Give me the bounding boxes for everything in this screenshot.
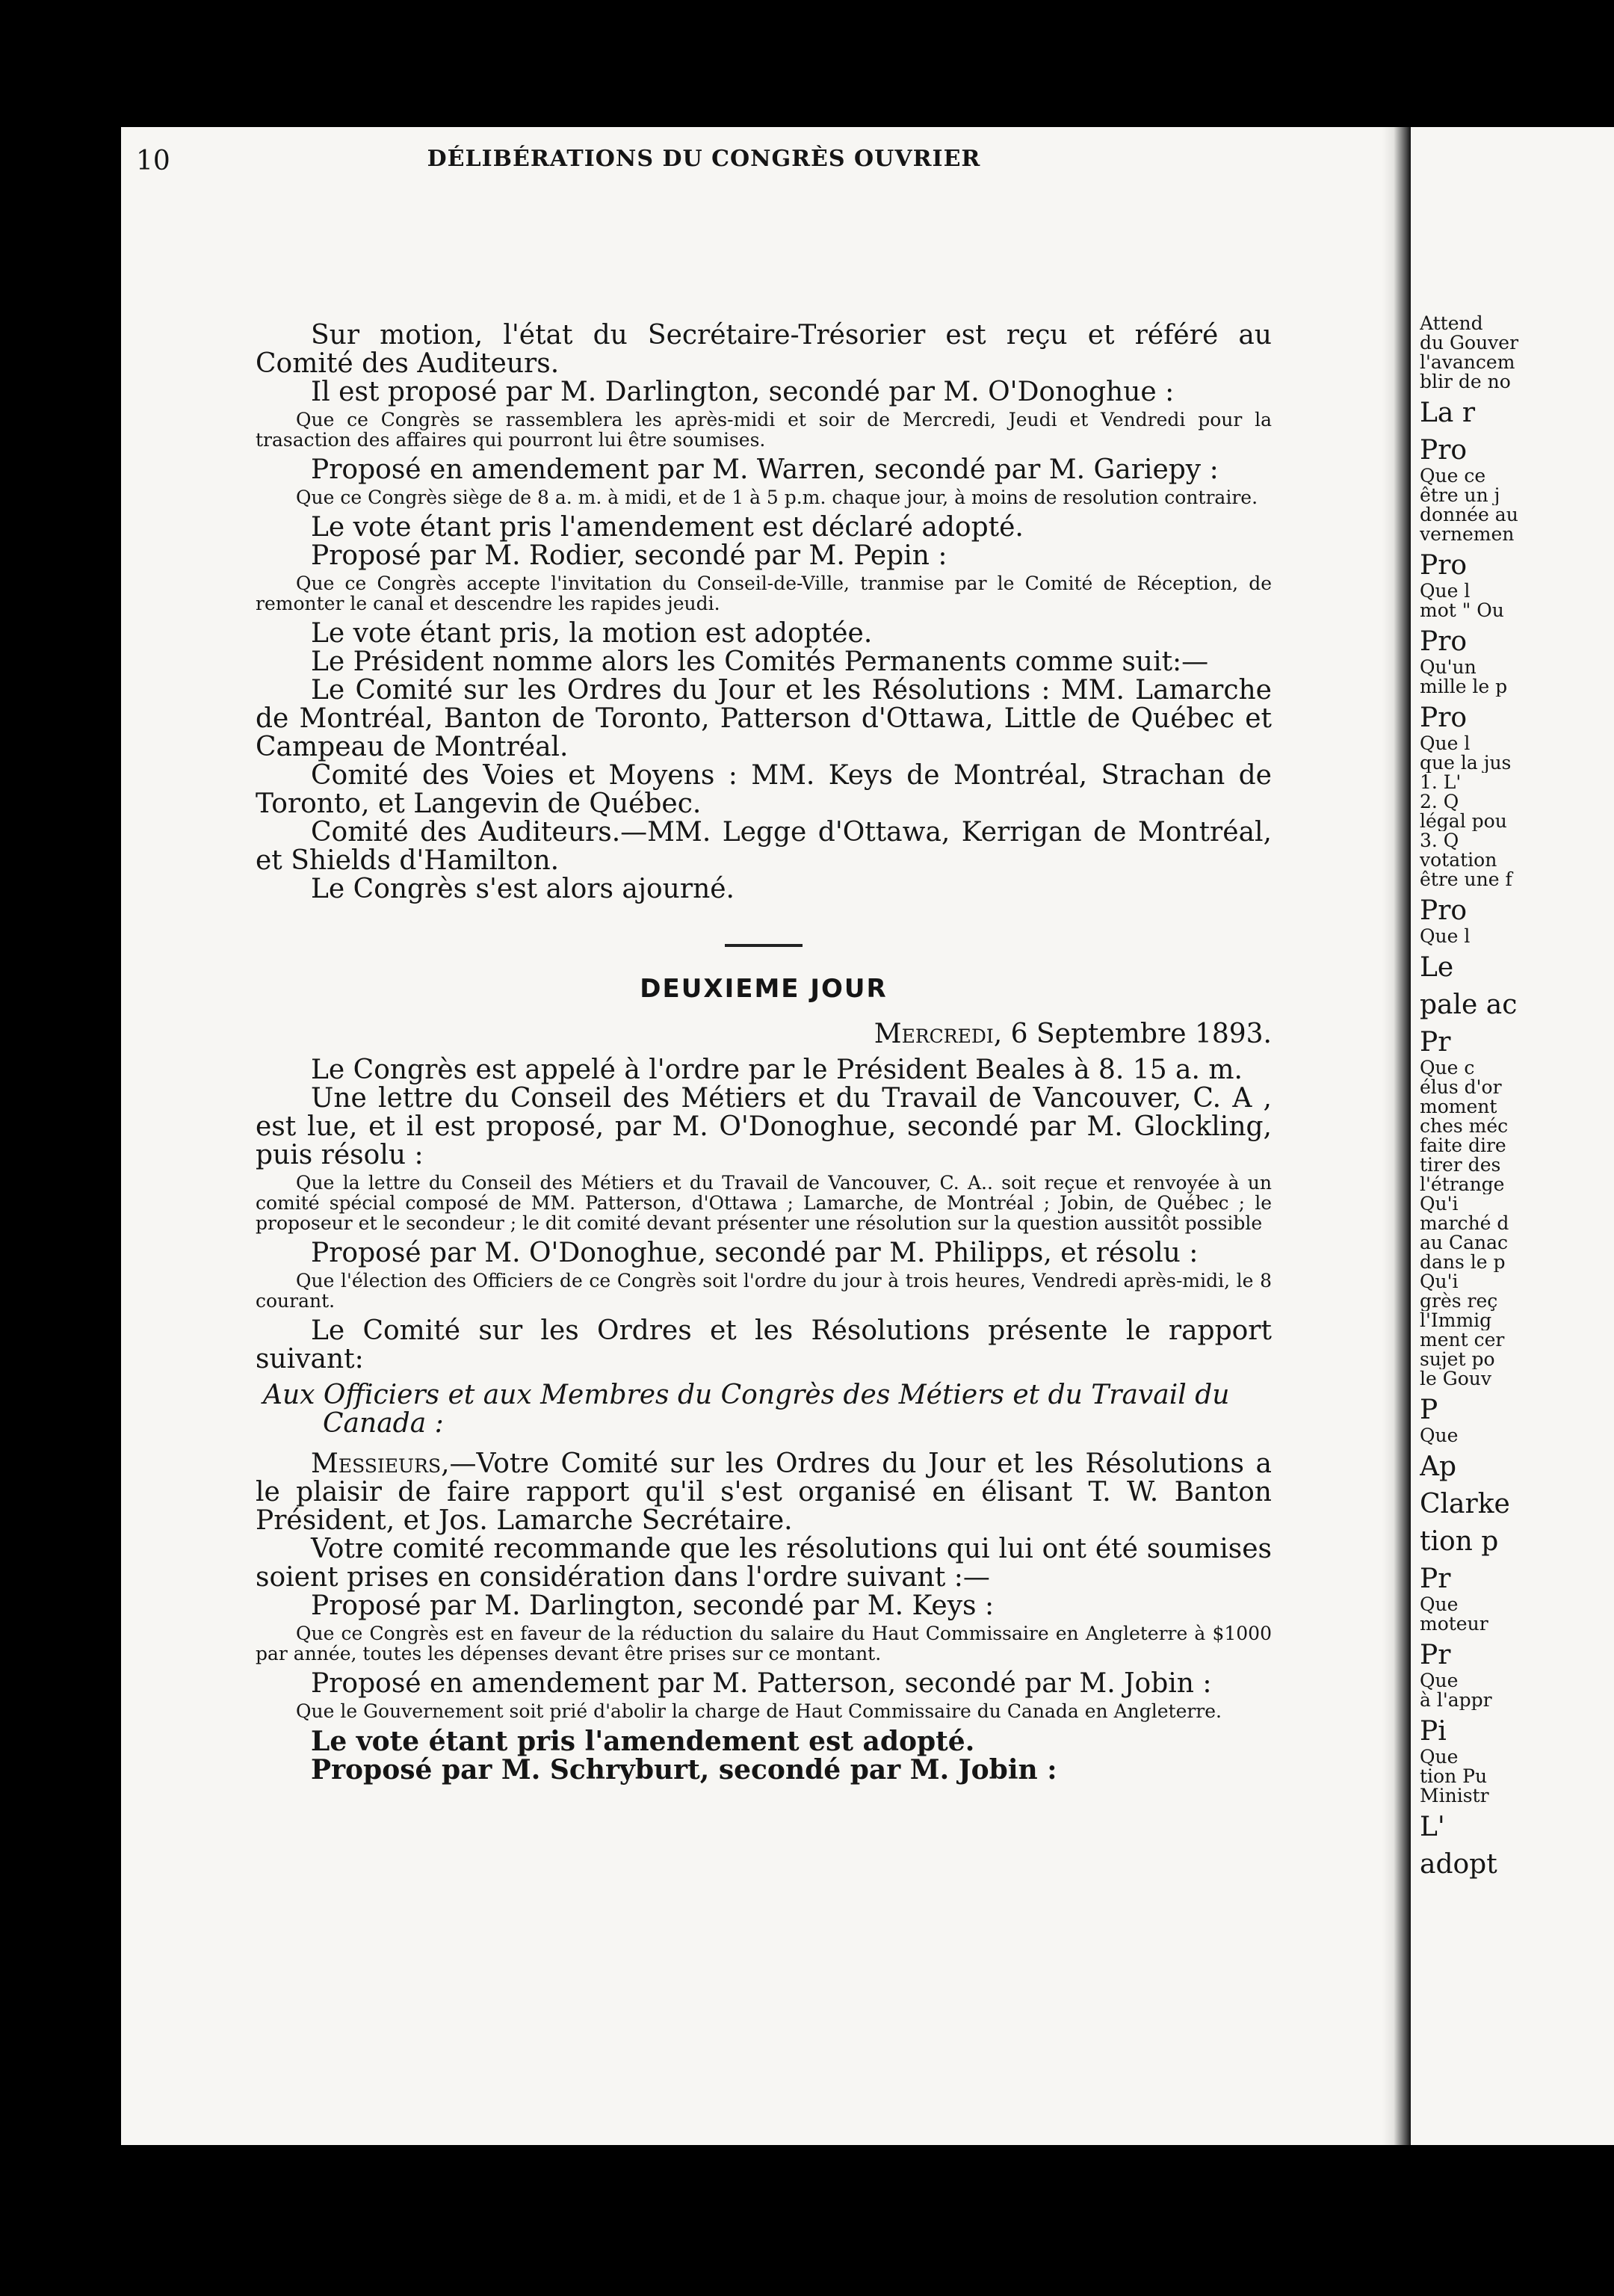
right-page-fragment: au Canac [1420, 1233, 1508, 1253]
paragraph-rest: ,—Votre Comité sur les Ordres du Jour et les Résolutions a le plaisir de faire rapport qu'il s'est organisé en élisant T. W. Banton Président, et Jos. Lamarche Secrétaire. [256, 1448, 1272, 1536]
page-number: 10 [136, 146, 170, 176]
paragraph: Le Congrès s'est alors ajourné. [311, 874, 735, 904]
resolution-text: Que ce Congrès accepte l'invitation du Conseil-de-Ville, tranmise par le Comité de Réception, de remonter le canal et descendre les rapides jeudi. [256, 573, 1272, 614]
section-divider [725, 944, 803, 947]
right-page-fragment: La r [1420, 398, 1476, 428]
paragraph: Votre comité recommande que les résolutions qui lui ont été soumises soient prises en considération dans l'ordre suivant :— [256, 1534, 1272, 1593]
right-page-fragment: l'étrange [1420, 1175, 1505, 1194]
paragraph: Proposé par M. Rodier, secondé par M. Pepin : [311, 540, 947, 571]
right-page-fragment: ches méc [1420, 1117, 1509, 1136]
paragraph: Proposé par M. O'Donoghue, secondé par M. Philipps, et résolu : [311, 1238, 1199, 1268]
running-title: DÉLIBÉRATIONS DU CONGRÈS OUVRIER [427, 146, 981, 172]
right-page-fragment: Attend [1420, 314, 1483, 333]
right-page-fragment: P [1420, 1395, 1438, 1425]
right-page-fragment: L' [1420, 1812, 1445, 1842]
resolution-text: Que le Gouvernement soit prié d'abolir la charge de Haut Commissaire du Canada en Angleterre. [296, 1700, 1222, 1722]
right-page-fragment: Que c [1420, 1058, 1475, 1078]
right-page-fragment: donnée au [1420, 505, 1518, 525]
paragraph: Le Président nomme alors les Comités Permanents comme suit:— [311, 646, 1209, 677]
right-page-fragment: vernemen [1420, 525, 1515, 544]
right-page-fragment: tion Pu [1420, 1767, 1488, 1786]
paragraph: Comité des Voies et Moyens : MM. Keys de Montréal, Strachan de Toronto, et Langevin de Québec. [256, 760, 1272, 819]
right-page-fragment: à l'appr [1420, 1691, 1492, 1710]
paragraph: Le Congrès est appelé à l'ordre par le Président Beales à 8. 15 a. m. [311, 1055, 1243, 1085]
right-page-fragment: Ap [1420, 1451, 1457, 1482]
page-header [136, 146, 1272, 191]
right-page-fragment: être un j [1420, 486, 1500, 505]
paragraph: Le vote étant pris, la motion est adoptée. [311, 618, 873, 649]
book-gutter [1382, 127, 1411, 2145]
right-page-fragment: que la jus [1420, 753, 1512, 773]
paragraph: Le Comité sur les Ordres du Jour et les Résolutions : MM. Lamarche de Montréal, Banton de Toronto, Patterson d'Ottawa, Little de Québec et Campeau de Montréal. [256, 675, 1272, 762]
right-page-fragment: Qu'i [1420, 1194, 1459, 1214]
paragraph: Sur motion, l'état du Secrétaire-Trésorier est reçu et référé au Comité des Auditeurs. [256, 320, 1272, 379]
right-page-fragment: adopt [1420, 1849, 1497, 1880]
right-page-fragment: Que [1420, 1671, 1459, 1691]
right-page-fragment: Que ce [1420, 466, 1486, 486]
page-body [256, 321, 1272, 1784]
right-page-fragment: pale ac [1420, 990, 1518, 1020]
resolution-text: Que ce Congrès se rassemblera les après-midi et soir de Mercredi, Jeudi et Vendredi pour la trasaction des affaires qui pourront lui être soumises. [256, 409, 1272, 451]
right-page-fragment: marché d [1420, 1214, 1509, 1233]
right-page-fragment: Que [1420, 1595, 1459, 1614]
paragraph: Le Comité sur les Ordres et les Résolutions présente le rapport suivant: [256, 1315, 1272, 1374]
right-page-fragment: Pro [1420, 703, 1468, 733]
right-page-fragment: sujet po [1420, 1350, 1495, 1369]
resolution-text: Que l'élection des Officiers de ce Congrès soit l'ordre du jour à trois heures, Vendredi après-midi, le 8 courant. [256, 1270, 1272, 1312]
right-page-fragment: Clarke [1420, 1489, 1510, 1519]
right-page-fragment: mille le p [1420, 677, 1508, 697]
right-page-fragment: moteur [1420, 1614, 1488, 1634]
right-page-text [1420, 314, 1614, 1880]
right-page-fragment: Que l [1420, 927, 1471, 946]
resolution-text: Que ce Congrès est en faveur de la réduction du salaire du Haut Commissaire en Angleterre à $1000 par année, toutes les dépenses devant être prises sur ce montant. [256, 1623, 1272, 1664]
right-page-fragment: Pr [1420, 1564, 1451, 1594]
paragraph: Une lettre du Conseil des Métiers et du Travail de Vancouver, C. A , est lue, et il est proposé, par M. O'Donoghue, secondé par M. Glockling, puis résolu : [256, 1083, 1272, 1170]
right-page-fragment: être une f [1420, 870, 1512, 889]
right-page-fragment: Qu'un [1420, 658, 1477, 677]
right-page-fragment: l'Immig [1420, 1311, 1492, 1330]
right-page-fragment: blir de no [1420, 372, 1511, 392]
right-page-fragment: Pro [1420, 895, 1468, 926]
right-page-fragment: du Gouver [1420, 333, 1519, 353]
right-page-fragment: Pro [1420, 435, 1468, 466]
right-page-fragment: légal pou [1420, 812, 1507, 831]
paragraph: Proposé en amendement par M. Warren, secondé par M. Gariepy : [311, 454, 1219, 485]
resolution-text: Que la lettre du Conseil des Métiers et du Travail de Vancouver, C. A.. soit reçue et renvoyée à un comité spécial composé de MM. Patterson, d'Ottawa ; Lamarche, de Montréal ; Jobin, de Québec ; le proposeur et le secondeur ; le dit comité devant présenter une résolution sur la question aussitôt possible [256, 1172, 1272, 1234]
report-address: Aux Officiers et aux Membres du Congrès des Métiers et du Travail du Canada : [263, 1380, 1230, 1439]
right-page-fragment: élus d'or [1420, 1078, 1502, 1097]
right-page-fragment: Que [1420, 1426, 1459, 1445]
section-heading: DEUXIEME JOUR [640, 974, 888, 1004]
right-page-fragment: Qu'i [1420, 1272, 1459, 1292]
right-page-fragment: Pro [1420, 626, 1468, 657]
right-page-fragment: Pro [1420, 550, 1468, 581]
date-day: Mercredi [874, 1019, 994, 1049]
paragraph: Proposé par M. Darlington, secondé par M. Keys : [311, 1590, 995, 1621]
paragraph: Il est proposé par M. Darlington, secondé par M. O'Donoghue : [311, 377, 1175, 407]
right-page-fragment: 1. L' [1420, 773, 1462, 792]
paragraph: Proposé en amendement par M. Patterson, secondé par M. Jobin : [311, 1668, 1212, 1699]
right-page-fragment: 2. Q [1420, 792, 1459, 812]
paragraph: Proposé par M. Schryburt, secondé par M. Jobin : [311, 1754, 1057, 1786]
right-page-fragment: Ministr [1420, 1786, 1489, 1806]
salutation: Messieurs [311, 1448, 442, 1479]
right-page-fragment: Pr [1420, 1027, 1451, 1058]
paragraph [256, 1450, 1272, 1535]
paragraph: Le vote étant pris l'amendement est déclaré adopté. [311, 512, 1024, 543]
resolution-text: Que ce Congrès siège de 8 a. m. à midi, et de 1 à 5 p.m. chaque jour, à moins de resolution contraire. [296, 487, 1258, 508]
right-page-fragment: moment [1420, 1097, 1497, 1117]
right-page-fragment: Que [1420, 1747, 1459, 1767]
right-page-fragment: Pr [1420, 1640, 1451, 1670]
right-page-fragment: votation [1420, 851, 1497, 870]
right-page-fragment: tion p [1420, 1526, 1499, 1557]
right-page-fragment: Le [1420, 952, 1454, 983]
right-page-fragment: 3. Q [1420, 831, 1459, 851]
right-page-fragment: tirer des [1420, 1155, 1501, 1175]
right-page-fragment: Pi [1420, 1716, 1447, 1747]
right-page-fragment: Que l [1420, 734, 1471, 753]
right-page-fragment: l'avancem [1420, 353, 1515, 372]
paragraph: Le vote étant pris l'amendement est adopté. [311, 1726, 975, 1757]
right-page-fragment: le Gouv [1420, 1369, 1491, 1389]
date-rest: , 6 Septembre 1893. [993, 1019, 1272, 1049]
right-page-fragment: dans le p [1420, 1253, 1506, 1272]
right-page-fragment: grès reç [1420, 1292, 1498, 1311]
right-page-fragment: mot " Ou [1420, 601, 1504, 620]
right-page-fragment: faite dire [1420, 1136, 1506, 1155]
paragraph: Comité des Auditeurs.—MM. Legge d'Ottawa, Kerrigan de Montréal, et Shields d'Hamilton. [256, 817, 1272, 876]
date-line [256, 1020, 1272, 1049]
right-page-fragment: Que l [1420, 581, 1471, 601]
right-page-fragment: ment cer [1420, 1330, 1505, 1350]
